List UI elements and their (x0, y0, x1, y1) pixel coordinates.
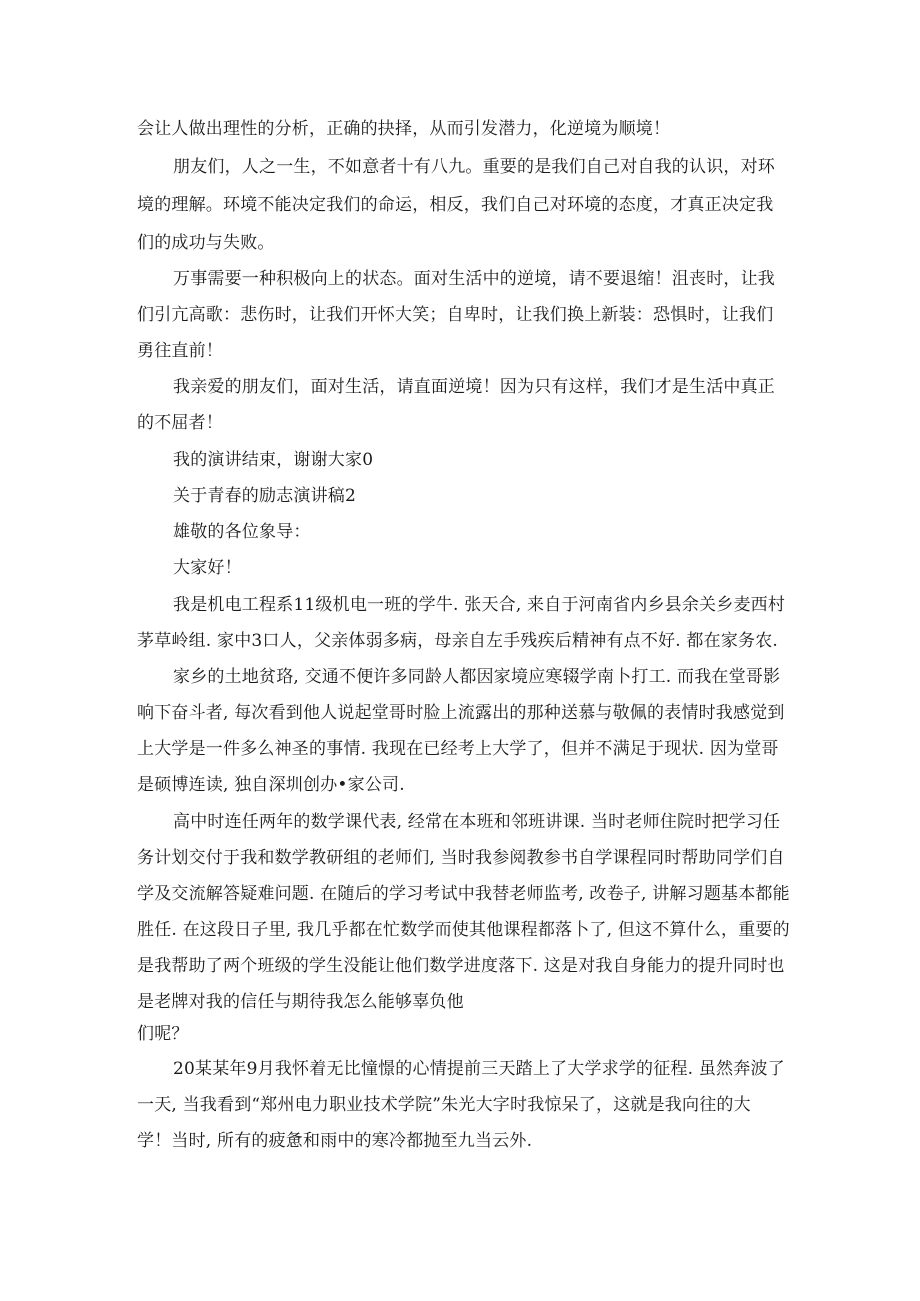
text-line: 我的演讲结束，谢谢大家0 (173, 450, 374, 470)
text-line: 是硕博连读, 独自深圳创办•家公司. (137, 775, 405, 795)
text-line: 境的理解。环境不能决定我们的命运，相反，我们自己对环境的态度，才真正决定我 (137, 195, 774, 215)
text-line: 朋友们，人之一生，不如意者十有八九。重要的是我们自己对自我的认识，对环 (173, 157, 775, 177)
text-line: 学！当时, 所有的疲惫和雨中的寒冷都抛至九当云外. (137, 1131, 533, 1151)
text-line: 茅草岭组. 家中3口人，父亲体弱多病，母亲自左手残疾后精神有点不好. 都在家务农. (137, 631, 779, 651)
text-line: 务计划交付于我和数学教研组的老师们, 当时我参阅教参书自学课程同时帮助同学们自 (137, 848, 785, 868)
text-line: 响下奋斗者, 每次看到他人说起堂哥时脸上流露出的那种送慕与敬佩的表情时我感觉到 (137, 703, 785, 723)
text-line: 们呢？ (137, 1024, 189, 1044)
text-line: 勇往直前！ (137, 341, 223, 361)
text-line: 们的成功与失败。 (137, 233, 275, 253)
text-line: 家乡的土地贫珞, 交通不便许多同龄人都因家境应寒辍学南卜打工. 而我在堂哥影 (173, 667, 781, 687)
text-line: 高中时连任两年的数学课代表, 经常在本班和邻班讲课. 当时老师住院时把学习任 (173, 812, 781, 832)
section-heading: 关于青春的励志演讲稿2 (173, 486, 357, 506)
text-line: 20某某年9月我怀着无比憧憬的心情提前三天踏上了大学求学的征程. 虽然奔波了 (173, 1059, 785, 1079)
text-line: 一天, 当我看到“郑州电力职业技术学院”朱光大字时我惊呆了，这就是我向往的大 (137, 1095, 751, 1115)
text-line: 的不屈者！ (137, 413, 223, 433)
text-line: 胜任. 在这段日子里, 我几乎都在忙数学而使其他课程都落卜了, 但这不算什么，重要的 (137, 920, 790, 940)
text-line: 上大学是一件多么神圣的事情. 我现在已经考上大学了，但并不满足于现状. 因为堂哥 (137, 739, 779, 759)
text-line: 万事需要一种积极向上的状态。面对生活中的逆境，请不要退缩！沮丧时，让我 (173, 269, 775, 289)
text-line: 是我帮助了两个班级的学生没能让他们数学进度落下. 这是对我自身能力的提升同时也 (137, 956, 785, 976)
text-line: 会让人做出理性的分析，正确的抉择，从而引发潜力，化逆境为顺境！ (137, 119, 671, 139)
text-line: 我亲爱的朋友们，面对生活，请直面逆境！因为只有这样，我们才是生活中真正 (173, 377, 775, 397)
greeting: 大家好！ (173, 558, 242, 578)
text-line: 是老牌对我的信任与期待我怎么能够辜负他 (137, 992, 464, 1012)
text-line: 学及交流解答疑难问题. 在随后的学习考试中我替老师监考, 改卷子, 讲解习题基本都能 (137, 884, 790, 904)
text-line: 我是机电工程系11级机电一班的学牛. 张天合, 来自于河南省内乡县余关乡麦西村 (173, 595, 786, 615)
text-line: 们引亢高歌：悲伤时，让我们开怀大笑；自卑时，让我们换上新装：恐惧时，让我们 (137, 305, 774, 325)
salutation: 雄敬的各位象导： (173, 522, 311, 542)
